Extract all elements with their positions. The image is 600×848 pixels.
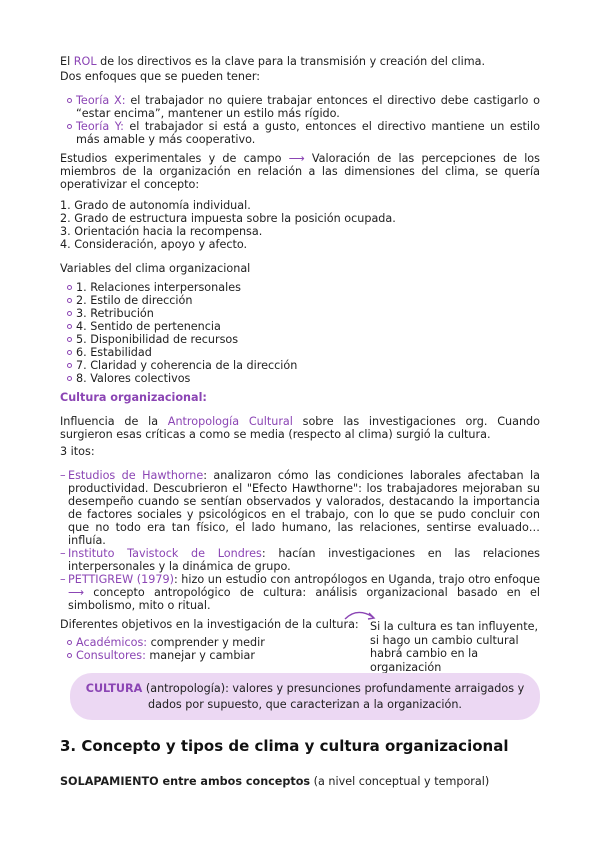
tres-itos: 3 itos: [60, 445, 95, 458]
bullet-icon [67, 285, 72, 290]
list-item: 1. Relaciones interpersonales [60, 281, 540, 294]
bullet-icon [67, 324, 72, 329]
influencia-paragraph: Influencia de la Antropología Cultural sobre las investigaciones org. Cuando surgieron esas críticas a como se media (respecto al clima) surgió la cultura. [60, 415, 540, 441]
list-item: – PETTIGREW (1979): hizo un estudio con antropólogos en Uganda, trajo otro enfoque ⟶ concepto antropológico de cultura: análisis organizacional basado en el simbolismo, mito o ritual. [60, 573, 540, 612]
dash-icon: – [60, 547, 66, 560]
antropologia-term: Antropología Cultural [167, 415, 293, 428]
dash-icon: – [60, 573, 66, 586]
list-item: 7. Claridad y coherencia de la dirección [60, 359, 540, 372]
section-title: 3. Concepto y tipos de clima y cultura organizacional [60, 737, 509, 755]
estudios-paragraph: Estudios experimentales y de campo ⟶ Valoración de las percepciones de los miembros de la organización en relación a las dimensiones del clima, se quería operativizar el concepto: [60, 152, 540, 191]
list-item: 8. Valores colectivos [60, 372, 540, 385]
variables-list [60, 281, 540, 385]
bullet-icon [67, 311, 72, 316]
bullet-icon [67, 298, 72, 303]
objetivos-list [60, 636, 360, 662]
callout-term: CULTURA [85, 682, 143, 695]
list-item: 3. Retribución [60, 307, 540, 320]
list-item: 2. Grado de estructura impuesta sobre la posición ocupada. [60, 212, 396, 225]
list-item: – Estudios de Hawthorne: analizaron cómo las condiciones laborales afectaban la productividad. Descubrieron el "Efecto Hawthorne": los trabajadores mejoraban su desempeño cuando se sentían observados y valorados, destacando la importancia de factores sociales y psicológicos en el trabajo, con lo que se pudo concluir con que no todo era tan físico, el lado humano, las relaciones, sentirse evaluado… influía. [60, 469, 540, 547]
rol-term: ROL [73, 55, 97, 68]
list-item: Teoría Y: el trabajador si está a gusto, entonces el directivo mantiene un estilo más amable y más cooperativo. [60, 120, 540, 146]
list-item: 1. Grado de autonomía individual. [60, 199, 251, 212]
side-note: Si la cultura es tan influyente, si hago un cambio cultural habrá cambio en la organización [370, 620, 539, 674]
bullet-icon [67, 350, 72, 355]
bullet-icon [67, 653, 72, 658]
list-item: 4. Consideración, apoyo y afecto. [60, 238, 248, 251]
enfoques-line: Dos enfoques que se pueden tener: [60, 70, 261, 83]
arrow-icon: ⟶ [288, 152, 305, 165]
variables-title: Variables del clima organizacional [60, 262, 251, 275]
list-item: 5. Disponibilidad de recursos [60, 333, 540, 346]
bullet-icon [67, 363, 72, 368]
list-item: Teoría X: el trabajador no quiere trabajar entonces el directivo debe castigarlo o “estar encima”, mantener un estilo más rígido. [60, 94, 540, 120]
list-item: Consultores: manejar y cambiar [60, 649, 360, 662]
list-item: 6. Estabilidad [60, 346, 540, 359]
theories-list [60, 94, 540, 146]
cultura-callout: CULTURA (antropología): valores y presunciones profundamente arraigados y dados por supuesto, que caracterizan a la organización. [70, 673, 540, 720]
dash-icon: – [60, 469, 66, 482]
arrow-icon: ⟶ [68, 586, 85, 599]
bullet-icon [67, 124, 72, 129]
cultura-heading: Cultura organizacional: [60, 391, 207, 404]
list-item: – Instituto Tavistock de Londres: hacían investigaciones en las relaciones interpersonales y la dinámica de grupo. [60, 547, 541, 573]
bullet-icon [67, 376, 72, 381]
bullet-icon [67, 640, 72, 645]
bullet-icon [67, 337, 72, 342]
list-item: 2. Estilo de dirección [60, 294, 540, 307]
list-item: 3. Orientación hacia la recompensa. [60, 225, 263, 238]
rol-paragraph: El ROL de los directivos es la clave para la transmisión y creación del clima. [60, 55, 486, 68]
hitos-list [60, 469, 540, 612]
list-item: 4. Sentido de pertenencia [60, 320, 540, 333]
bullet-icon [67, 98, 72, 103]
list-item: Académicos: comprender y medir [60, 636, 360, 649]
solapamiento-line: SOLAPAMIENTO entre ambos conceptos (a nivel conceptual y temporal) [60, 775, 490, 788]
objetivos-title: Diferentes objetivos en la investigación de la cultura: [60, 618, 359, 631]
numbered-list [60, 199, 540, 251]
